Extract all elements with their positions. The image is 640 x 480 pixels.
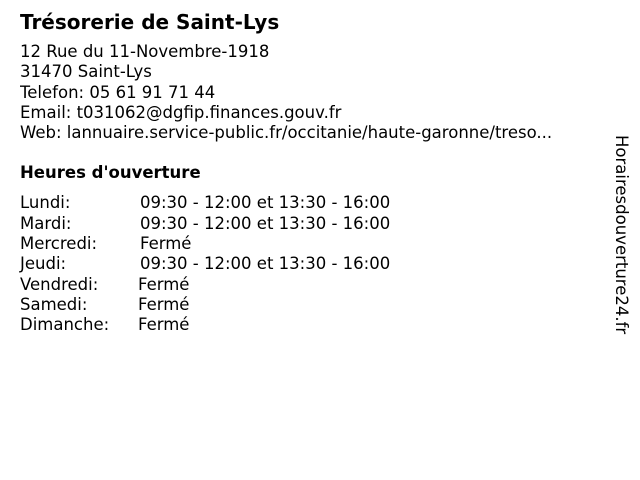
phone-line: Telefon: 05 61 91 71 44 <box>20 82 216 102</box>
business-card <box>20 10 610 336</box>
day-label: Vendredi: <box>20 274 99 294</box>
address-city: 31470 Saint-Lys <box>20 62 152 82</box>
web-line: Web: lannuaire.service-public.fr/occitanie/haute-garonne/treso... <box>20 123 553 143</box>
hours-table <box>20 193 610 335</box>
hours-row-saturday <box>20 295 610 315</box>
site-watermark: Horairesdouverture24.fr <box>612 135 631 335</box>
hours-value: 09:30 - 12:00 et 13:30 - 16:00 <box>140 193 391 213</box>
hours-row-wednesday <box>20 234 610 254</box>
hours-row-sunday <box>20 315 610 335</box>
email-line: Email: t031062@dgfip.finances.gouv.fr <box>20 102 342 122</box>
hours-value: 09:30 - 12:00 et 13:30 - 16:00 <box>140 254 391 274</box>
hours-row-friday <box>20 275 610 295</box>
hours-value: 09:30 - 12:00 et 13:30 - 16:00 <box>140 213 391 233</box>
day-label: Mardi: <box>20 213 72 233</box>
day-label: Mercredi: <box>20 234 98 254</box>
hours-value: Fermé <box>138 294 190 314</box>
hours-row-monday <box>20 193 610 213</box>
hours-row-thursday <box>20 254 610 274</box>
address-street: 12 Rue du 11-Novembre-1918 <box>20 42 270 61</box>
day-label: Jeudi: <box>20 254 67 274</box>
hours-row-tuesday <box>20 214 610 234</box>
page-title: Trésorerie de Saint-Lys <box>20 10 280 34</box>
hours-value: Fermé <box>138 315 190 335</box>
hours-value: Fermé <box>140 234 192 254</box>
hours-heading: Heures d'ouverture <box>20 163 201 183</box>
day-label: Lundi: <box>20 193 71 213</box>
day-label: Samedi: <box>20 294 88 314</box>
day-label: Dimanche: <box>20 315 110 335</box>
hours-value: Fermé <box>138 274 190 294</box>
